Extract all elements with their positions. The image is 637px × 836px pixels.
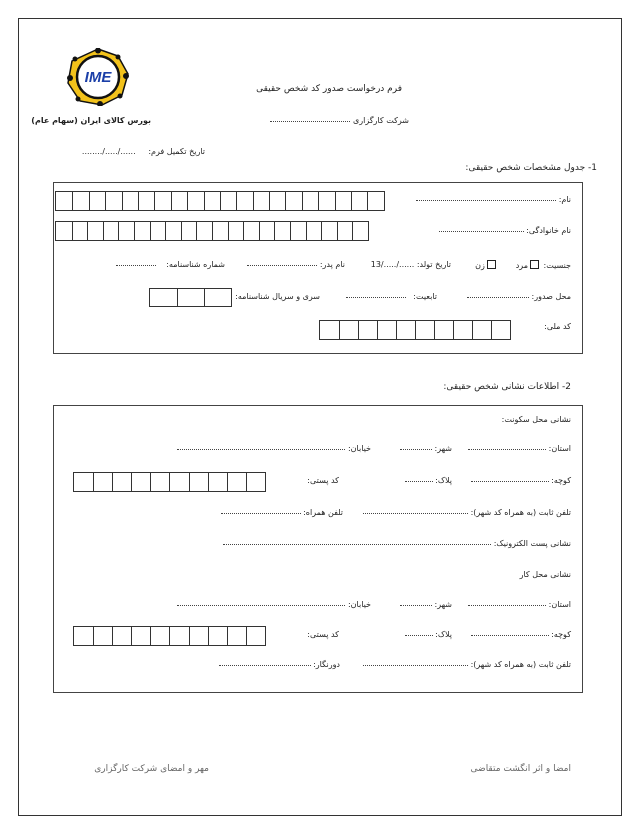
input-cell[interactable] — [131, 473, 150, 491]
ime-logo — [66, 48, 130, 106]
work-province-field: استان: — [468, 600, 571, 610]
fill-date: تاریخ تکمیل فرم: ....../...../........ — [81, 147, 205, 156]
input-cell[interactable] — [189, 473, 208, 491]
res-street-field: خیابان: — [177, 444, 371, 454]
input-cell[interactable] — [306, 222, 322, 240]
input-cell[interactable] — [89, 192, 105, 210]
work-fax-field: دورنگار: — [219, 660, 340, 670]
res-province-field: استان: — [468, 444, 571, 454]
input-cell[interactable] — [56, 222, 72, 240]
input-cell[interactable] — [351, 192, 367, 210]
brokerage-stamp: مهر و امضای شرکت کارگزاری — [94, 764, 209, 774]
input-cell[interactable] — [93, 473, 112, 491]
work-heading: نشانی محل کار — [519, 570, 571, 579]
input-cell[interactable] — [337, 222, 353, 240]
input-cell[interactable] — [187, 192, 203, 210]
input-cell[interactable] — [93, 627, 112, 645]
input-cell[interactable] — [177, 289, 204, 306]
input-cell[interactable] — [453, 321, 472, 339]
input-cell[interactable] — [320, 321, 339, 339]
input-cell[interactable] — [72, 222, 88, 240]
input-cell[interactable] — [285, 192, 301, 210]
input-cell[interactable] — [150, 627, 169, 645]
res-postal-cells[interactable] — [73, 472, 266, 492]
input-cell[interactable] — [74, 627, 93, 645]
input-cell[interactable] — [56, 192, 72, 210]
residence-heading: نشانی محل سکونت: — [501, 415, 571, 424]
input-cell[interactable] — [105, 192, 121, 210]
logo-text: IME — [84, 69, 112, 86]
input-cell[interactable] — [169, 627, 188, 645]
input-cell[interactable] — [227, 473, 246, 491]
work-postal-field: کد پستی: — [307, 630, 339, 639]
input-cell[interactable] — [302, 192, 318, 210]
input-cell[interactable] — [196, 222, 212, 240]
input-cell[interactable] — [227, 627, 246, 645]
gender-row: جنسیت: مرد زن — [475, 261, 571, 270]
input-cell[interactable] — [169, 473, 188, 491]
input-cell[interactable] — [377, 321, 396, 339]
family-cells[interactable] — [55, 221, 369, 241]
work-city-field: شهر: — [400, 600, 452, 610]
res-phone-field: تلفن ثابت (به همراه کد شهر): — [363, 508, 571, 518]
email-field: نشانی پست الکترونیک: — [223, 539, 571, 549]
input-cell[interactable] — [259, 222, 275, 240]
issue-place-field: محل صدور: — [467, 292, 571, 302]
national-code-field: کد ملی: — [544, 322, 571, 331]
family-field: نام خانوادگی: — [439, 226, 571, 236]
input-cell[interactable] — [236, 192, 252, 210]
input-cell[interactable] — [415, 321, 434, 339]
input-cell[interactable] — [150, 222, 166, 240]
input-cell[interactable] — [181, 222, 197, 240]
res-alley-field: کوچه: — [471, 476, 571, 486]
input-cell[interactable] — [246, 473, 265, 491]
input-cell[interactable] — [491, 321, 510, 339]
input-cell[interactable] — [131, 627, 150, 645]
form-title: فرم درخواست صدور کد شخص حقیقی — [256, 84, 402, 94]
input-cell[interactable] — [358, 321, 377, 339]
national-code-cells[interactable] — [319, 320, 511, 340]
input-cell[interactable] — [228, 222, 244, 240]
section1-title: 1- جدول مشخصات شخص حقیقی: — [465, 163, 597, 173]
input-cell[interactable] — [138, 192, 154, 210]
res-mobile-field: تلفن همراه: — [221, 508, 343, 518]
id-serial-cells[interactable] — [149, 288, 232, 307]
exchange-name: بورس کالای ایران (سهام عام) — [31, 116, 151, 125]
res-city-field: شهر: — [400, 444, 452, 454]
input-cell[interactable] — [171, 192, 187, 210]
input-cell[interactable] — [269, 192, 285, 210]
input-cell[interactable] — [290, 222, 306, 240]
input-cell[interactable] — [208, 627, 227, 645]
birth-date-field: تاریخ تولد: ....../...../13 — [370, 260, 451, 269]
input-cell[interactable] — [367, 192, 383, 210]
input-cell[interactable] — [335, 192, 351, 210]
input-cell[interactable] — [434, 321, 453, 339]
id-number-field: شماره شناسنامه: — [116, 260, 225, 270]
input-cell[interactable] — [74, 473, 93, 491]
input-cell[interactable] — [103, 222, 119, 240]
father-name-field: نام پدر: — [247, 260, 345, 270]
work-postal-cells[interactable] — [73, 626, 266, 646]
nationality-field: تابعیت: — [346, 292, 437, 302]
input-cell[interactable] — [396, 321, 415, 339]
input-cell[interactable] — [154, 192, 170, 210]
input-cell[interactable] — [318, 192, 334, 210]
input-cell[interactable] — [208, 473, 227, 491]
input-cell[interactable] — [72, 192, 88, 210]
work-street-field: خیابان: — [177, 600, 371, 610]
input-cell[interactable] — [122, 192, 138, 210]
brokerage-label: شرکت کارگزاری — [270, 116, 409, 126]
name-field: نام: — [416, 195, 571, 205]
female-checkbox[interactable] — [487, 260, 496, 269]
input-cell[interactable] — [352, 222, 368, 240]
input-cell[interactable] — [220, 192, 236, 210]
input-cell[interactable] — [212, 222, 228, 240]
male-checkbox[interactable] — [530, 260, 539, 269]
input-cell[interactable] — [165, 222, 181, 240]
input-cell[interactable] — [87, 222, 103, 240]
input-cell[interactable] — [204, 289, 231, 306]
res-postal-field: کد پستی: — [307, 476, 339, 485]
applicant-signature: امضا و اثر انگشت متقاضی — [470, 764, 571, 774]
res-plate-field: پلاک: — [405, 476, 452, 486]
input-cell[interactable] — [246, 627, 265, 645]
input-cell[interactable] — [339, 321, 358, 339]
id-serial-field: سری و سریال شناسنامه: — [235, 292, 320, 301]
work-alley-field: کوچه: — [471, 630, 571, 640]
input-cell[interactable] — [253, 192, 269, 210]
input-cell[interactable] — [112, 473, 131, 491]
input-cell[interactable] — [150, 289, 177, 306]
name-cells[interactable] — [55, 191, 385, 211]
input-cell[interactable] — [189, 627, 208, 645]
work-phone-field: تلفن ثابت (به همراه کد شهر): — [363, 660, 571, 670]
input-cell[interactable] — [321, 222, 337, 240]
work-plate-field: پلاک: — [405, 630, 452, 640]
input-cell[interactable] — [118, 222, 134, 240]
input-cell[interactable] — [274, 222, 290, 240]
section2-title: 2- اطلاعات نشانی شخص حقیقی: — [443, 382, 571, 392]
input-cell[interactable] — [150, 473, 169, 491]
input-cell[interactable] — [243, 222, 259, 240]
input-cell[interactable] — [134, 222, 150, 240]
input-cell[interactable] — [472, 321, 491, 339]
input-cell[interactable] — [112, 627, 131, 645]
input-cell[interactable] — [204, 192, 220, 210]
